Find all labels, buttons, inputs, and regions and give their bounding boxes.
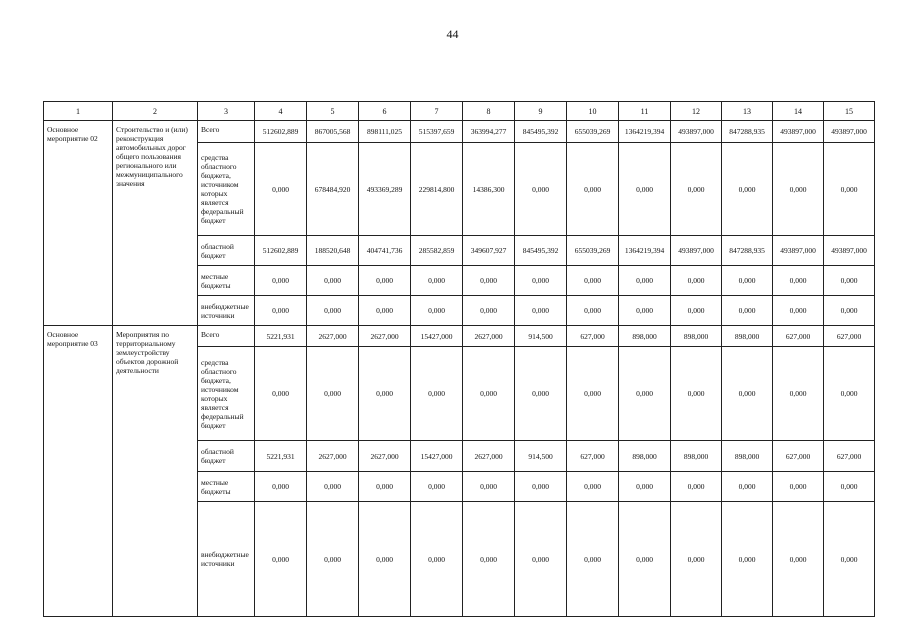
value-cell: 0,000 — [824, 296, 875, 326]
value-cell: 627,000 — [567, 326, 619, 347]
value-cell: 512602,889 — [255, 236, 307, 266]
value-cell: 0,000 — [567, 266, 619, 296]
header-cell: 2 — [113, 102, 198, 121]
table-row — [44, 121, 875, 143]
value-cell: 0,000 — [515, 347, 567, 441]
value-cell: 0,000 — [773, 266, 824, 296]
value-cell: 15427,000 — [411, 326, 463, 347]
value-cell: 512602,889 — [255, 121, 307, 143]
value-cell: 0,000 — [255, 347, 307, 441]
value-cell: 515397,659 — [411, 121, 463, 143]
value-cell: 914,500 — [515, 441, 567, 472]
value-cell: 898,000 — [619, 441, 671, 472]
value-cell: 2627,000 — [463, 326, 515, 347]
value-cell: 655039,269 — [567, 236, 619, 266]
value-cell: 0,000 — [773, 296, 824, 326]
value-cell: 898,000 — [722, 326, 773, 347]
header-cell: 10 — [567, 102, 619, 121]
header-cell: 3 — [198, 102, 255, 121]
value-cell: 493897,000 — [824, 121, 875, 143]
value-cell: 493897,000 — [773, 236, 824, 266]
value-cell: 0,000 — [411, 296, 463, 326]
value-cell: 0,000 — [307, 502, 359, 617]
value-cell: 0,000 — [619, 296, 671, 326]
page-number: 44 — [446, 27, 459, 41]
value-cell: 188520,648 — [307, 236, 359, 266]
value-cell: 1364219,394 — [619, 236, 671, 266]
value-cell: 0,000 — [773, 472, 824, 502]
header-row — [44, 102, 875, 121]
value-cell: 0,000 — [722, 143, 773, 236]
funding-source-label: областной бюджет — [198, 236, 255, 266]
value-cell: 349607,927 — [463, 236, 515, 266]
value-cell: 0,000 — [722, 502, 773, 617]
value-cell: 0,000 — [255, 266, 307, 296]
funding-source-label: внебюджетные источники — [198, 502, 255, 617]
header-cell: 1 — [44, 102, 113, 121]
value-cell: 363994,277 — [463, 121, 515, 143]
value-cell: 285582,859 — [411, 236, 463, 266]
budget-table — [43, 101, 875, 617]
value-cell: 0,000 — [359, 502, 411, 617]
value-cell: 493897,000 — [671, 236, 722, 266]
value-cell: 0,000 — [773, 502, 824, 617]
value-cell: 0,000 — [773, 347, 824, 441]
value-cell: 0,000 — [619, 143, 671, 236]
value-cell: 0,000 — [722, 296, 773, 326]
value-cell: 898,000 — [722, 441, 773, 472]
value-cell: 0,000 — [515, 143, 567, 236]
header-cell: 6 — [359, 102, 411, 121]
value-cell: 0,000 — [307, 296, 359, 326]
value-cell: 0,000 — [619, 266, 671, 296]
value-cell: 898,000 — [619, 326, 671, 347]
measure-description: Мероприятия по территориальному землеустройству объектов дорожной деятельности — [113, 326, 198, 617]
value-cell: 0,000 — [255, 143, 307, 236]
value-cell: 0,000 — [463, 472, 515, 502]
value-cell: 0,000 — [515, 502, 567, 617]
value-cell: 0,000 — [773, 143, 824, 236]
header-cell: 4 — [255, 102, 307, 121]
value-cell: 845495,392 — [515, 121, 567, 143]
value-cell: 0,000 — [255, 296, 307, 326]
value-cell: 0,000 — [824, 266, 875, 296]
value-cell: 0,000 — [824, 347, 875, 441]
value-cell: 867005,568 — [307, 121, 359, 143]
value-cell: 847288,935 — [722, 236, 773, 266]
value-cell: 0,000 — [463, 266, 515, 296]
value-cell: 0,000 — [824, 502, 875, 617]
value-cell: 914,500 — [515, 326, 567, 347]
value-cell: 0,000 — [463, 502, 515, 617]
funding-source-label: местные бюджеты — [198, 472, 255, 502]
value-cell: 0,000 — [567, 296, 619, 326]
value-cell: 627,000 — [773, 326, 824, 347]
header-cell: 5 — [307, 102, 359, 121]
value-cell: 2627,000 — [307, 441, 359, 472]
value-cell: 898111,025 — [359, 121, 411, 143]
value-cell: 0,000 — [411, 502, 463, 617]
value-cell: 0,000 — [824, 143, 875, 236]
value-cell: 627,000 — [824, 326, 875, 347]
value-cell: 0,000 — [671, 502, 722, 617]
value-cell: 0,000 — [515, 266, 567, 296]
value-cell: 845495,392 — [515, 236, 567, 266]
measure-name: Основное мероприятие 02 — [44, 121, 113, 326]
value-cell: 0,000 — [411, 347, 463, 441]
value-cell: 0,000 — [307, 472, 359, 502]
value-cell: 2627,000 — [463, 441, 515, 472]
value-cell: 14386,300 — [463, 143, 515, 236]
value-cell: 0,000 — [411, 472, 463, 502]
value-cell: 1364219,394 — [619, 121, 671, 143]
value-cell: 655039,269 — [567, 121, 619, 143]
value-cell: 898,000 — [671, 326, 722, 347]
funding-source-label: Всего — [198, 326, 255, 347]
value-cell: 0,000 — [567, 502, 619, 617]
value-cell: 0,000 — [515, 296, 567, 326]
value-cell: 2627,000 — [307, 326, 359, 347]
value-cell: 0,000 — [824, 472, 875, 502]
value-cell: 5221,931 — [255, 326, 307, 347]
measure-name: Основное мероприятие 03 — [44, 326, 113, 617]
value-cell: 0,000 — [619, 347, 671, 441]
value-cell: 0,000 — [671, 347, 722, 441]
value-cell: 2627,000 — [359, 326, 411, 347]
header-cell: 9 — [515, 102, 567, 121]
value-cell: 627,000 — [567, 441, 619, 472]
value-cell: 0,000 — [567, 143, 619, 236]
funding-source-label: внебюджетные источники — [198, 296, 255, 326]
value-cell: 0,000 — [411, 266, 463, 296]
value-cell: 0,000 — [722, 472, 773, 502]
value-cell: 493369,289 — [359, 143, 411, 236]
value-cell: 0,000 — [359, 347, 411, 441]
value-cell: 627,000 — [773, 441, 824, 472]
value-cell: 404741,736 — [359, 236, 411, 266]
header-cell: 7 — [411, 102, 463, 121]
value-cell: 0,000 — [671, 472, 722, 502]
header-cell: 11 — [619, 102, 671, 121]
value-cell: 0,000 — [619, 472, 671, 502]
value-cell: 0,000 — [463, 296, 515, 326]
value-cell: 0,000 — [359, 472, 411, 502]
value-cell: 15427,000 — [411, 441, 463, 472]
value-cell: 0,000 — [619, 502, 671, 617]
value-cell: 0,000 — [307, 266, 359, 296]
funding-source-label: средства областного бюджета, источником которых является федеральный бюджет — [198, 143, 255, 236]
value-cell: 2627,000 — [359, 441, 411, 472]
value-cell: 627,000 — [824, 441, 875, 472]
value-cell: 0,000 — [359, 266, 411, 296]
value-cell: 898,000 — [671, 441, 722, 472]
funding-source-label: областной бюджет — [198, 441, 255, 472]
funding-source-label: местные бюджеты — [198, 266, 255, 296]
header-cell: 8 — [463, 102, 515, 121]
funding-source-label: Всего — [198, 121, 255, 143]
value-cell: 229814,800 — [411, 143, 463, 236]
header-cell: 12 — [671, 102, 722, 121]
table-row — [44, 326, 875, 347]
value-cell: 0,000 — [255, 502, 307, 617]
header-cell: 14 — [773, 102, 824, 121]
value-cell: 0,000 — [567, 472, 619, 502]
value-cell: 493897,000 — [773, 121, 824, 143]
value-cell: 5221,931 — [255, 441, 307, 472]
value-cell: 0,000 — [515, 472, 567, 502]
value-cell: 678484,920 — [307, 143, 359, 236]
header-cell: 13 — [722, 102, 773, 121]
funding-source-label: средства областного бюджета, источником которых является федеральный бюджет — [198, 347, 255, 441]
header-cell: 15 — [824, 102, 875, 121]
value-cell: 0,000 — [722, 347, 773, 441]
value-cell: 493897,000 — [671, 121, 722, 143]
value-cell: 493897,000 — [824, 236, 875, 266]
value-cell: 847288,935 — [722, 121, 773, 143]
value-cell: 0,000 — [463, 347, 515, 441]
value-cell: 0,000 — [567, 347, 619, 441]
value-cell: 0,000 — [671, 266, 722, 296]
value-cell: 0,000 — [671, 143, 722, 236]
measure-description: Строительство и (или) реконструкция автомобильных дорог общего пользования регионального или межмуниципального значения — [113, 121, 198, 326]
value-cell: 0,000 — [255, 472, 307, 502]
value-cell: 0,000 — [307, 347, 359, 441]
value-cell: 0,000 — [359, 296, 411, 326]
value-cell: 0,000 — [722, 266, 773, 296]
value-cell: 0,000 — [671, 296, 722, 326]
